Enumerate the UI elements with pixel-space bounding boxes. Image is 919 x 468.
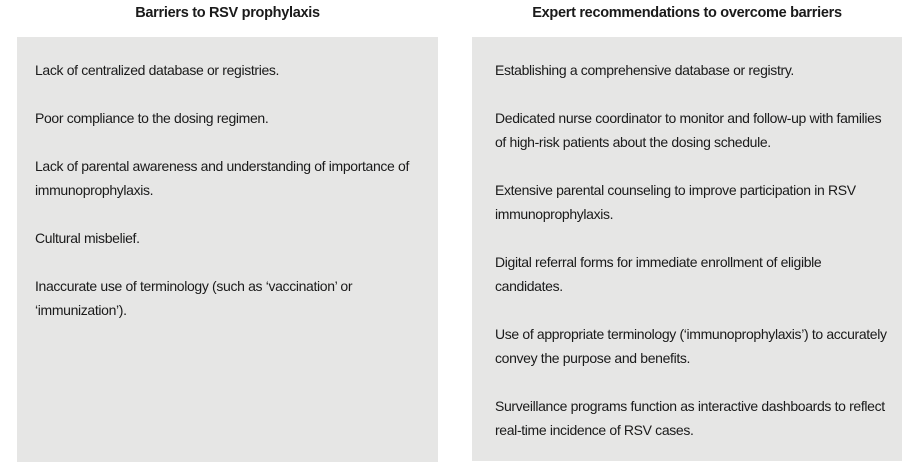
recommendations-list (472, 37, 902, 442)
recommendation-item-database: Establishing a comprehensive database or registry. (495, 62, 794, 78)
barriers-column (17, 0, 438, 318)
barriers-heading: Barriers to RSV prophylaxis (135, 5, 320, 21)
recommendation-item-parental-counseling: Extensive parental counseling to improve participation in RSV immunoprophylaxis. (495, 182, 856, 222)
recommendations-panel (472, 37, 902, 461)
recommendation-item-terminology: Use of appropriate terminology (‘immunoprophylaxis’) to accurately convey the purpose and benefits. (495, 326, 887, 366)
barrier-item-parental-awareness: Lack of parental awareness and understanding of importance of immunoprophylaxis. (35, 158, 410, 198)
barrier-item-cultural-misbelief: Cultural misbelief. (35, 230, 140, 246)
barriers-list (17, 37, 438, 322)
recommendation-item-surveillance: Surveillance programs function as interactive dashboards to reflect real-time incidence of RSV cases. (495, 398, 885, 438)
recommendations-column (472, 0, 902, 438)
barrier-item-database: Lack of centralized database or registries. (35, 62, 280, 78)
recommendations-heading: Expert recommendations to overcome barriers (532, 5, 842, 21)
recommendation-item-digital-referral: Digital referral forms for immediate enrollment of eligible candidates. (495, 254, 822, 294)
recommendation-item-nurse-coordinator: Dedicated nurse coordinator to monitor and follow-up with families of high-risk patients about the dosing schedule. (495, 110, 882, 150)
barriers-panel (17, 37, 438, 462)
barrier-item-compliance: Poor compliance to the dosing regimen. (35, 110, 269, 126)
barrier-item-terminology: Inaccurate use of terminology (such as ‘vaccination’ or ‘immunization’). (35, 278, 353, 318)
